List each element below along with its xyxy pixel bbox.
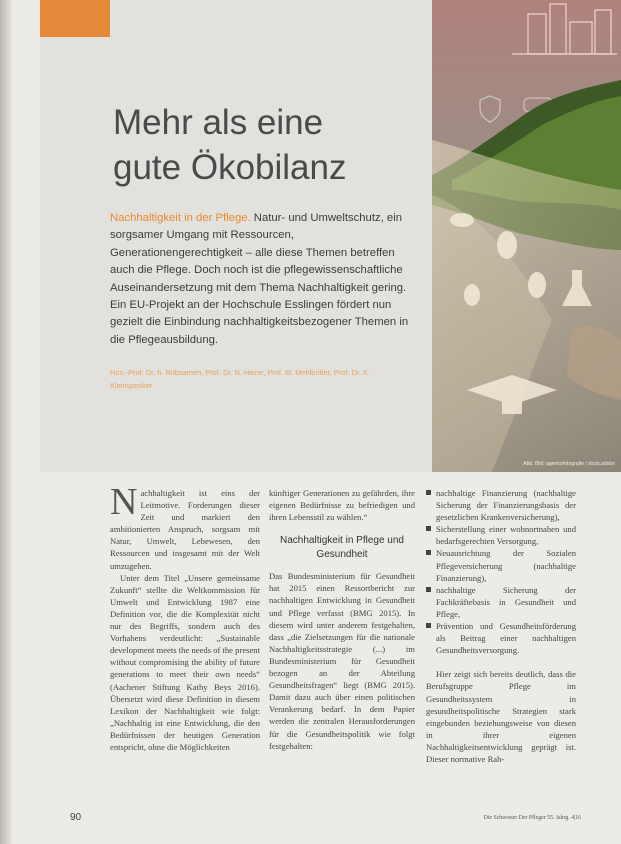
list-item: [426, 547, 576, 583]
bullet-square-icon: [426, 550, 431, 555]
sustainability-illustration: [432, 0, 621, 472]
section-subheading: Nachhaltigkeit in Pflege und Gesundheit: [280, 535, 404, 561]
lead-text: Natur- und Umweltschutz, ein sorgsamer Umgang mit Ressourcen, Generationengerechtigkeit – alle diese Themen betreffen auch die Pflege. Doch noch ist die pflegewissenschaftliche Auseinandersetzung mit dem Thema Nachhaltigkeit gering. Ein EU-Projekt an der Hochschule Esslingen fördert nun gezielt die Einbindung nachhaltigkeitsbezogener Themen in die Pflegeausbildung.: [110, 212, 409, 346]
image-credit: Abb. Bild: agenturfotografie / stock.adobe: [523, 461, 615, 467]
authors-line: Hon.-Prof. Dr. h. Rübsamen, Prof. Dr. N. Heine, Prof. M. Mehlbritter, Prof. Dr. K. Kleinspecker: [110, 368, 370, 390]
list-item: [426, 620, 576, 656]
list-item-text: Sicherstellung einer wohnortnahen und bedarfsgerechten Versorgung,: [436, 524, 576, 547]
bullet-square-icon: [426, 587, 431, 592]
list-item-text: Neuausrichtung der Sozialen Pflegeversicherung (nachhaltige Finanzierung),: [436, 548, 576, 583]
list-item-text: nachhaltige Sicherung der Fachkräftebasis in Gesundheit und Pflege,: [436, 584, 576, 619]
bullet-square-icon: [426, 526, 431, 531]
paragraph: achhaltigkeit ist eins der Leitmotive. Forderungen dieser Zeit und markiert den ambitionierten Anspruch, sorgsam mit Natur, Umwelt, Lebewesen, den Ressourcen und insgesamt mit der Welt umzugehen.: [110, 488, 260, 571]
page-gutter-shadow: [0, 0, 12, 844]
body-column-2: [269, 487, 415, 752]
journal-footer: Die Schwester Der Pfleger 55. Jahrg. 4|16: [483, 815, 581, 821]
article-title: [113, 100, 346, 190]
bullet-square-icon: [426, 623, 431, 628]
bullet-square-icon: [426, 490, 431, 495]
list-item: [426, 523, 576, 547]
lightbulb-icon: [464, 284, 480, 306]
paragraph: Unter dem Titel „Unsere gemeinsame Zukunft“ stellte die Weltkommission für Umwelt und Entwicklung 1987 eine Definition vor, die die Komplexität nicht nur des Begriffs, sondern auch des Vorhabens verdeutlicht: „Sustainable development meets the needs of the present without compromising the ability of future generations to meet their own needs“ (Aachener Stiftung Kathy Beys 2016). Übersetzt wird diese Definition in diesem Lexikon der Nachhaltigkeit wie folgt: „Nachhaltig ist eine Entwicklung, die den Bedürfnissen der heutigen Generation entspricht, ohne die Möglichkeiten: [110, 572, 260, 752]
drop-cap: N: [110, 481, 138, 523]
body-column-3: [426, 487, 576, 765]
paragraph: Das Bundesministerium für Gesundheit hat 2015 einen Ressortbericht zur nachhaltigen Entwicklung in Gesundheit und Pflege verfasst (BMG 2015). In diesem wird unter anderem festgehalten, dass „die Zielsetzungen für die nationale Nachhaltigkeitsstrategie (...) im Bundesministerium für Gesundheit bezogen an der Abteilung Gesundheitsfragen“ liegt (BMG 2015). Damit dazu auch über einen politischen Verankerung bedarf. In dem Papier werden die zentralen Herausforderungen für die Gesundheitspolitik wie folgt festgehalten:: [269, 571, 415, 751]
leaf-icon: [497, 231, 517, 259]
paragraph: künftiger Generationen zu gefährden, ihre eigenen Bedürfnisse zu befriedigen und ihren Lebensstil zu wählen.“: [269, 488, 415, 523]
leaf-icon: [450, 213, 474, 227]
body-column-1: [110, 481, 260, 753]
paragraph: Hier zeigt sich bereits deutlich, dass die Berufsgruppe Pflege im Gesundheitssystem in gesundheitspolitische Strategien stark eingebunden beziehungsweise von diesen in ihrer eigenen Nachhaltigkeitsentwicklung geprägt ist. Dieser normative Rah-: [426, 669, 576, 764]
list-item-text: Prävention und Gesundheitsförderung als Beitrag einer nachhaltigen Gesundheitsversorgung.: [436, 621, 576, 656]
title-line-1: Mehr als eine: [113, 103, 324, 142]
section-tab: [40, 0, 110, 37]
bullet-list: [426, 487, 576, 656]
lead-highlight: Nachhaltigkeit in der Pflege.: [110, 212, 251, 224]
lightbulb-icon: [528, 272, 546, 298]
lead-paragraph: [110, 210, 416, 349]
list-item-text: nachhaltige Finanzierung (nachhaltige Sicherung der Finanzierungsbasis der gesetzlichen Krankenversicherung),: [436, 488, 576, 523]
illustration: [432, 0, 621, 472]
page-number: 90: [70, 812, 82, 823]
list-item: [426, 584, 576, 620]
title-line-2: gute Ökobilanz: [113, 148, 347, 187]
list-item: [426, 487, 576, 523]
